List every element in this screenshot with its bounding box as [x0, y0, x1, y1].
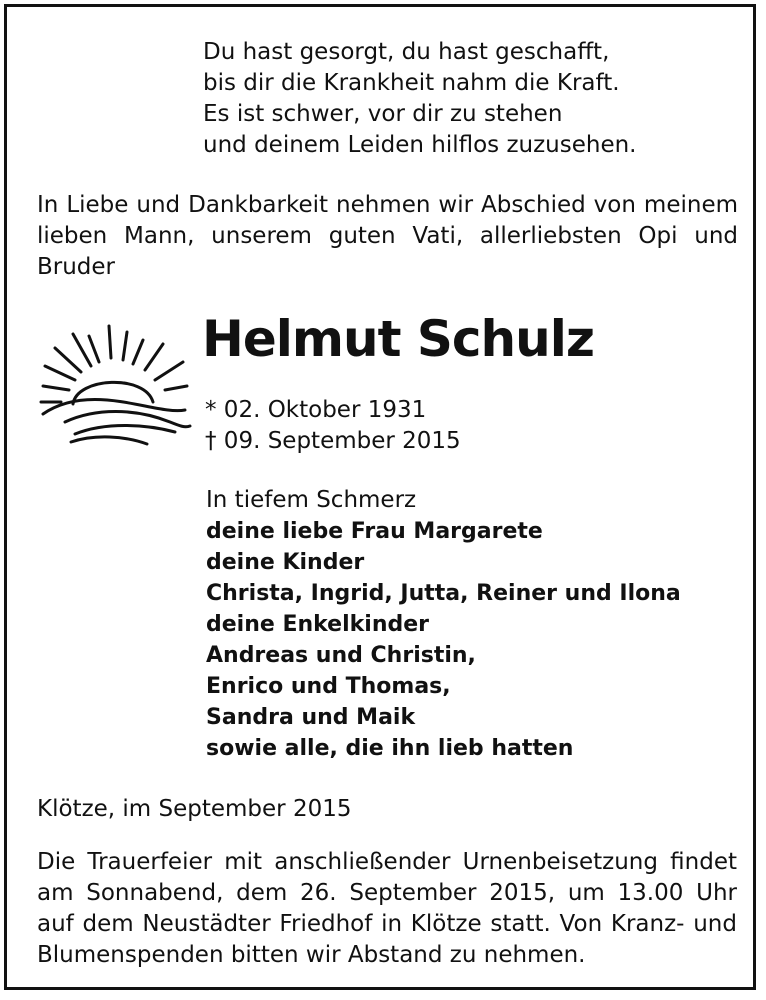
poem-line: bis dir die Krankheit nahm die Kraft. — [203, 70, 620, 96]
mourners-list — [206, 485, 681, 764]
mourner-line: Sandra und Maik — [206, 705, 416, 730]
poem — [203, 37, 637, 161]
funeral-details: Die Trauerfeier mit anschließender Urnenbeisetzung findet am Sonnabend, dem 26. September 2015, um 13.00 Uhr auf dem Neustädter Friedhof in Klötze statt. Von Kranz- und Blumenspenden bitten wir Abstand zu nehmen. — [37, 849, 737, 968]
mourner-line: deine liebe Frau Margarete — [206, 519, 543, 544]
poem-line: Du hast gesorgt, du hast geschafft, — [203, 39, 610, 65]
birth-date: * 02. Oktober 1931 — [205, 397, 427, 423]
poem-line: und deinem Leiden hilflos zuzusehen. — [203, 132, 637, 158]
mourner-line: Enrico und Thomas, — [206, 674, 451, 699]
mourner-line: deine Kinder — [206, 550, 365, 575]
mourner-line: Christa, Ingrid, Jutta, Reiner und Ilona — [206, 581, 681, 606]
death-date: † 09. September 2015 — [205, 428, 461, 454]
intro-text: In Liebe und Dankbarkeit nehmen wir Abschied von meinem lieben Mann, unserem guten Vati, allerliebsten Opi und Bruder — [37, 192, 738, 280]
life-dates — [205, 395, 461, 457]
deceased-name: Helmut Schulz — [202, 310, 594, 368]
poem-line: Es ist schwer, vor dir zu stehen — [203, 101, 563, 127]
sunset-over-hills-icon — [35, 322, 195, 452]
mourner-line: sowie alle, die ihn lieb hatten — [206, 736, 574, 761]
obituary-frame — [4, 4, 756, 990]
mourner-line: deine Enkelkinder — [206, 612, 429, 637]
mourner-line: Andreas und Christin, — [206, 643, 476, 668]
place-date: Klötze, im September 2015 — [37, 796, 352, 822]
mourners-lead: In tiefem Schmerz — [206, 487, 417, 513]
